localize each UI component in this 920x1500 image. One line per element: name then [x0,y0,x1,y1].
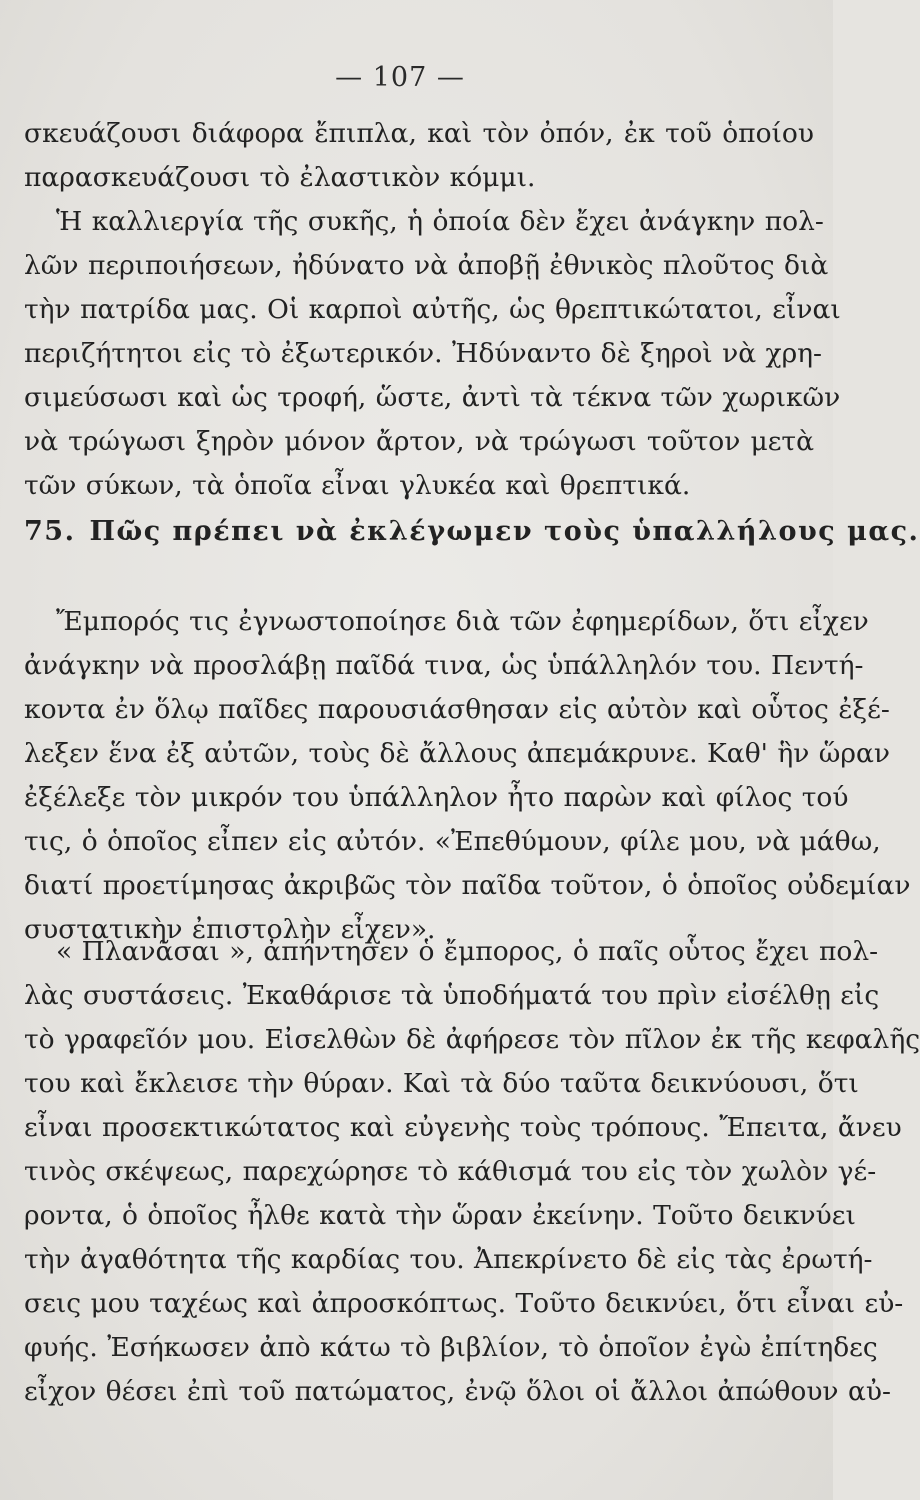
paragraph-line: « Πλανᾶσαι », ἀπήντησεν ὁ ἔμπορος, ὁ παῖς οὗτος ἔχει πολ- [56,936,879,967]
paragraph-line: λὰς συστάσεις. Ἐκαθάρισε τὰ ὑποδήματά του πρὶν εἰσέλθῃ εἰς [24,980,880,1011]
paragraph-line: τὸ γραφεῖόν μου. Εἰσελθὼν δὲ ἀφήρεσε τὸν πῖλον ἐκ τῆς κεφαλῆς [24,1024,920,1055]
paragraph-line: συστατικὴν ἐπιστολὴν εἶχεν». [24,914,436,945]
paragraph-line: σιμεύσωσι καὶ ὡς τροφή, ὥστε, ἀντὶ τὰ τέκνα τῶν χωρικῶν [24,382,841,413]
page-number: — 107 — [335,62,465,93]
paragraph-line: εἶναι προσεκτικώτατος καὶ εὐγενὴς τοὺς τρόπους. Ἔπειτα, ἄνευ [24,1112,902,1143]
paragraph-line: διατί προετίμησας ἀκριβῶς τὸν παῖδα τοῦτον, ὁ ὁποῖος οὐδεμίαν [24,870,911,901]
paragraph-line: τὴν πατρίδα μας. Οἱ καρποὶ αὐτῆς, ὡς θρεπτικώτατοι, εἶναι [24,294,841,325]
paragraph-line: ἐξέλεξε τὸν μικρόν του ὑπάλληλον ἦτο παρὼν καὶ φίλος τού [24,782,849,813]
paragraph-line: Ἡ καλλιεργία τῆς συκῆς, ἡ ὁποία δὲν ἔχει ἀνάγκην πολ- [56,206,824,237]
paragraph-line: περιζήτητοι εἰς τὸ ἐξωτερικόν. Ἠδύναντο δὲ ξηροὶ νὰ χρη- [24,338,822,369]
paragraph-line: του καὶ ἔκλεισε τὴν θύραν. Καὶ τὰ δύο ταῦτα δεικνύουσι, ὅτι [24,1068,859,1099]
section-number: 75. [24,516,76,547]
paragraph-line: λεξεν ἕνα ἐξ αὐτῶν, τοὺς δὲ ἄλλους ἀπεμάκρυνε. Καθ' ἣν ὥραν [24,738,890,769]
paragraph-line: νὰ τρώγωσι ξηρὸν μόνον ἄρτον, νὰ τρώγωσι τοῦτον μετὰ [24,426,814,457]
paragraph-line: σκευάζουσι διάφορα ἔπιπλα, καὶ τὸν ὀπόν, ἐκ τοῦ ὁποίου [24,118,814,149]
paragraph-line: τὴν ἀγαθότητα τῆς καρδίας του. Ἀπεκρίνετο δὲ εἰς τὰς ἐρωτή- [24,1244,873,1275]
paragraph-line: κοντα ἐν ὅλῳ παῖδες παρουσιάσθησαν εἰς αὐτὸν καὶ οὗτος ἐξέ- [24,694,890,725]
text-block-reply [24,930,920,1414]
section-title-text: Πῶς πρέπει νὰ ἐκλέγωμεν τοὺς ὑπαλλήλους μας. [89,516,920,547]
paragraph-line: φυής. Ἐσήκωσεν ἀπὸ κάτω τὸ βιβλίον, τὸ ὁποῖον ἐγὼ ἐπίτηδες [24,1332,878,1363]
paragraph-line: ἀνάγκην νὰ προσλάβῃ παῖδά τινα, ὡς ὑπάλληλόν του. Πεντή- [24,650,864,681]
paragraph-line: Ἔμπορός τις ἐγνωστοποίησε διὰ τῶν ἐφημερίδων, ὅτι εἶχεν [56,606,869,637]
paragraph-line: τις, ὁ ὁποῖος εἶπεν εἰς αὐτόν. «Ἐπεθύμουν, φίλε μου, νὰ μάθω, [24,826,881,857]
paragraph-line: παρασκευάζουσι τὸ ἐλαστικὸν κόμμι. [24,162,536,193]
section-title [24,510,920,554]
section-heading [24,510,920,554]
paragraph-line: σεις μου ταχέως καὶ ἀπροσκόπτως. Τοῦτο δεικνύει, ὅτι εἶναι εὐ- [24,1288,904,1319]
text-block-upper [24,112,841,508]
paragraph-line: τινὸς σκέψεως, παρεχώρησε τὸ κάθισμά του εἰς τὸν χωλὸν γέ- [24,1156,877,1187]
paragraph-line: εἶχον θέσει ἐπὶ τοῦ πατώματος, ἐνῷ ὅλοι οἱ ἄλλοι ἀπώθουν αὐ- [24,1376,891,1407]
paragraph-line: τῶν σύκων, τὰ ὁποῖα εἶναι γλυκέα καὶ θρεπτικά. [24,470,691,501]
paragraph-line: λῶν περιποιήσεων, ἠδύνατο νὰ ἀποβῇ ἐθνικὸς πλοῦτος διὰ [24,250,829,281]
paragraph-line: ροντα, ὁ ὁποῖος ἦλθε κατὰ τὴν ὥραν ἐκείνην. Τοῦτο δεικνύει [24,1200,856,1231]
